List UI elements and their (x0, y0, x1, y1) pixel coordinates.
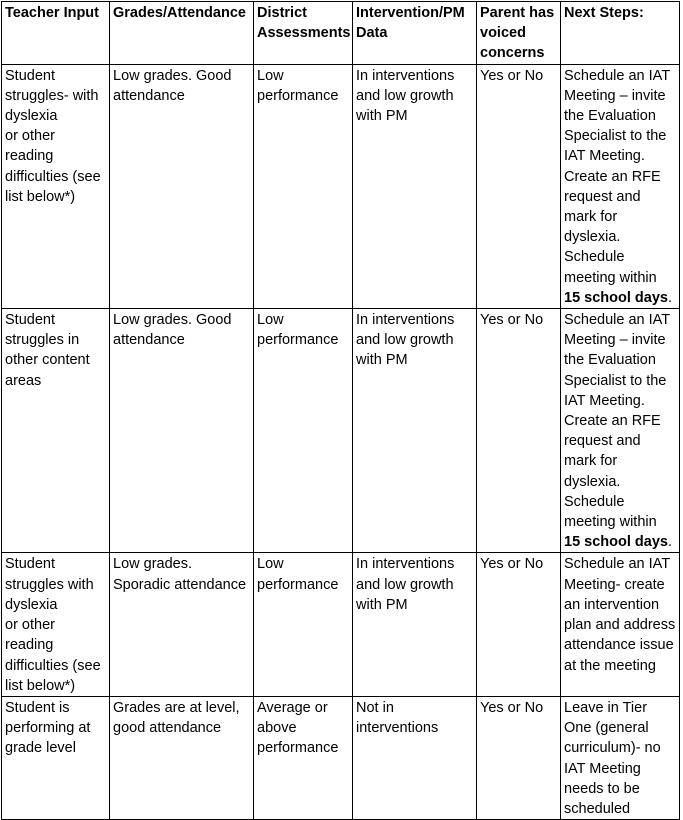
cell-line: and low growth (356, 576, 454, 593)
cell-line: One (general (564, 720, 649, 737)
cell-line: with PM (356, 352, 408, 369)
cell-line: IAT Meeting. (564, 392, 645, 409)
cell-line: Low grades. Good (113, 67, 232, 84)
cell-line: the Evaluation (564, 352, 656, 369)
cell-intervention-pm (353, 553, 477, 696)
cell-line: interventions (356, 720, 439, 737)
cell-line: Not in (356, 699, 394, 716)
cell-line: dyslexia. (564, 229, 621, 246)
cell-line: with PM (356, 596, 408, 613)
cell-line: Student (5, 312, 55, 329)
cell-line: Schedule (564, 249, 625, 266)
cell-line: performance (257, 87, 339, 104)
cell-line: an intervention (564, 596, 660, 613)
header-row (2, 2, 680, 65)
cell-line: Specialist to the (564, 372, 667, 389)
cell-next-steps (561, 309, 680, 553)
cell-line: Schedule an IAT (564, 556, 671, 573)
cell-line: list below*) (5, 677, 76, 694)
cell-line: good attendance (113, 720, 222, 737)
cell-intervention-pm (353, 64, 477, 308)
table-row (2, 553, 680, 696)
header-district-assessments: District Assessments (254, 2, 353, 65)
cell-line: Create an RFE (564, 168, 661, 185)
cell-line: Meeting- create (564, 576, 665, 593)
cell-line: grade level (5, 740, 76, 757)
cell-line: mark for (564, 209, 618, 226)
cell-grades-attendance (110, 64, 254, 308)
deadline-emphasis: 15 school days (564, 534, 668, 551)
cell-teacher-input (2, 553, 110, 696)
cell-line: with PM (356, 108, 408, 125)
cell-line: dyslexia (5, 596, 58, 613)
cell-line: the Evaluation (564, 108, 656, 125)
cell-grades-attendance (110, 696, 254, 819)
deadline-line (564, 288, 677, 308)
cell-line: reading (5, 637, 54, 654)
cell-line: needs to be (564, 780, 640, 797)
cell-line: Specialist to the (564, 128, 667, 145)
cell-line: performance (257, 332, 339, 349)
cell-line: request and (564, 188, 641, 205)
header-parent-concerns: Parent has voiced concerns (477, 2, 561, 65)
cell-line: IAT Meeting (564, 760, 641, 777)
cell-parent-concerns (477, 64, 561, 308)
cell-line: Yes or No (480, 699, 544, 716)
cell-line: Leave in Tier (564, 699, 648, 716)
table-row (2, 309, 680, 553)
cell-line: or other (5, 128, 55, 145)
header-teacher-input: Teacher Input (2, 2, 110, 65)
cell-line: or other (5, 617, 55, 634)
cell-line: scheduled (564, 800, 631, 817)
cell-line: dyslexia (5, 108, 58, 125)
cell-line: performance (257, 740, 339, 757)
cell-grades-attendance (110, 309, 254, 553)
header-next-steps: Next Steps: (561, 2, 680, 65)
cell-line: performing at (5, 720, 91, 737)
cell-line: at the meeting (564, 657, 656, 674)
cell-line: Schedule an IAT (564, 67, 671, 84)
cell-line: struggles- with (5, 87, 99, 104)
cell-line: Low grades. (113, 556, 192, 573)
cell-line: Average or (257, 699, 328, 716)
cell-line: In interventions (356, 312, 455, 329)
cell-intervention-pm (353, 309, 477, 553)
cell-line: Yes or No (480, 556, 544, 573)
cell-line: and low growth (356, 87, 454, 104)
cell-line: mark for (564, 453, 618, 470)
cell-line: Schedule an IAT (564, 312, 671, 329)
deadline-period: . (667, 534, 672, 551)
cell-line: areas (5, 372, 42, 389)
cell-line: Yes or No (480, 312, 544, 329)
cell-line: difficulties (see (5, 657, 101, 674)
cell-line: meeting within (564, 514, 657, 531)
cell-line: In interventions (356, 67, 455, 84)
cell-line: Low (257, 556, 284, 573)
cell-district-assessments (254, 64, 353, 308)
cell-line: Student is (5, 699, 70, 716)
cell-line: reading (5, 148, 54, 165)
cell-line: Grades are at level, (113, 699, 240, 716)
cell-next-steps (561, 553, 680, 696)
cell-line: Schedule (564, 493, 625, 510)
cell-line: curriculum)- no (564, 740, 661, 757)
cell-line: Meeting – invite (564, 87, 666, 104)
cell-line: Create an RFE (564, 413, 661, 430)
cell-line: IAT Meeting. (564, 148, 645, 165)
table-row (2, 64, 680, 308)
cell-line: above (257, 720, 297, 737)
cell-grades-attendance (110, 553, 254, 696)
cell-district-assessments (254, 696, 353, 819)
cell-line: attendance issue (564, 637, 674, 654)
cell-line: plan and address (564, 617, 676, 634)
cell-line: attendance (113, 332, 185, 349)
cell-next-steps (561, 64, 680, 308)
cell-teacher-input (2, 309, 110, 553)
cell-line: dyslexia. (564, 473, 621, 490)
cell-line: performance (257, 576, 339, 593)
deadline-line (564, 532, 677, 552)
cell-parent-concerns (477, 309, 561, 553)
cell-line: list below*) (5, 188, 76, 205)
cell-line: and low growth (356, 332, 454, 349)
cell-line: Student (5, 67, 55, 84)
cell-next-steps (561, 696, 680, 819)
cell-line: Low (257, 67, 284, 84)
cell-line: Low (257, 312, 284, 329)
cell-intervention-pm (353, 696, 477, 819)
cell-line: Yes or No (480, 67, 544, 84)
eligibility-table (1, 1, 680, 820)
cell-line: difficulties (see (5, 168, 101, 185)
header-grades-attendance: Grades/Attendance (110, 2, 254, 65)
cell-line: Meeting – invite (564, 332, 666, 349)
cell-parent-concerns (477, 553, 561, 696)
cell-district-assessments (254, 309, 353, 553)
cell-line: struggles with (5, 576, 94, 593)
cell-line: Sporadic attendance (113, 576, 247, 593)
cell-line: In interventions (356, 556, 455, 573)
table-row (2, 696, 680, 819)
cell-parent-concerns (477, 696, 561, 819)
cell-line: Student (5, 556, 55, 573)
cell-line: other content (5, 352, 90, 369)
cell-line: Low grades. Good (113, 312, 232, 329)
cell-line: meeting within (564, 269, 657, 286)
cell-line: request and (564, 433, 641, 450)
cell-teacher-input (2, 64, 110, 308)
cell-line: attendance (113, 87, 185, 104)
cell-teacher-input (2, 696, 110, 819)
deadline-emphasis: 15 school days (564, 289, 668, 306)
cell-line: struggles in (5, 332, 80, 349)
deadline-period: . (667, 289, 672, 306)
cell-district-assessments (254, 553, 353, 696)
header-intervention-pm-data: Intervention/PM Data (353, 2, 477, 65)
